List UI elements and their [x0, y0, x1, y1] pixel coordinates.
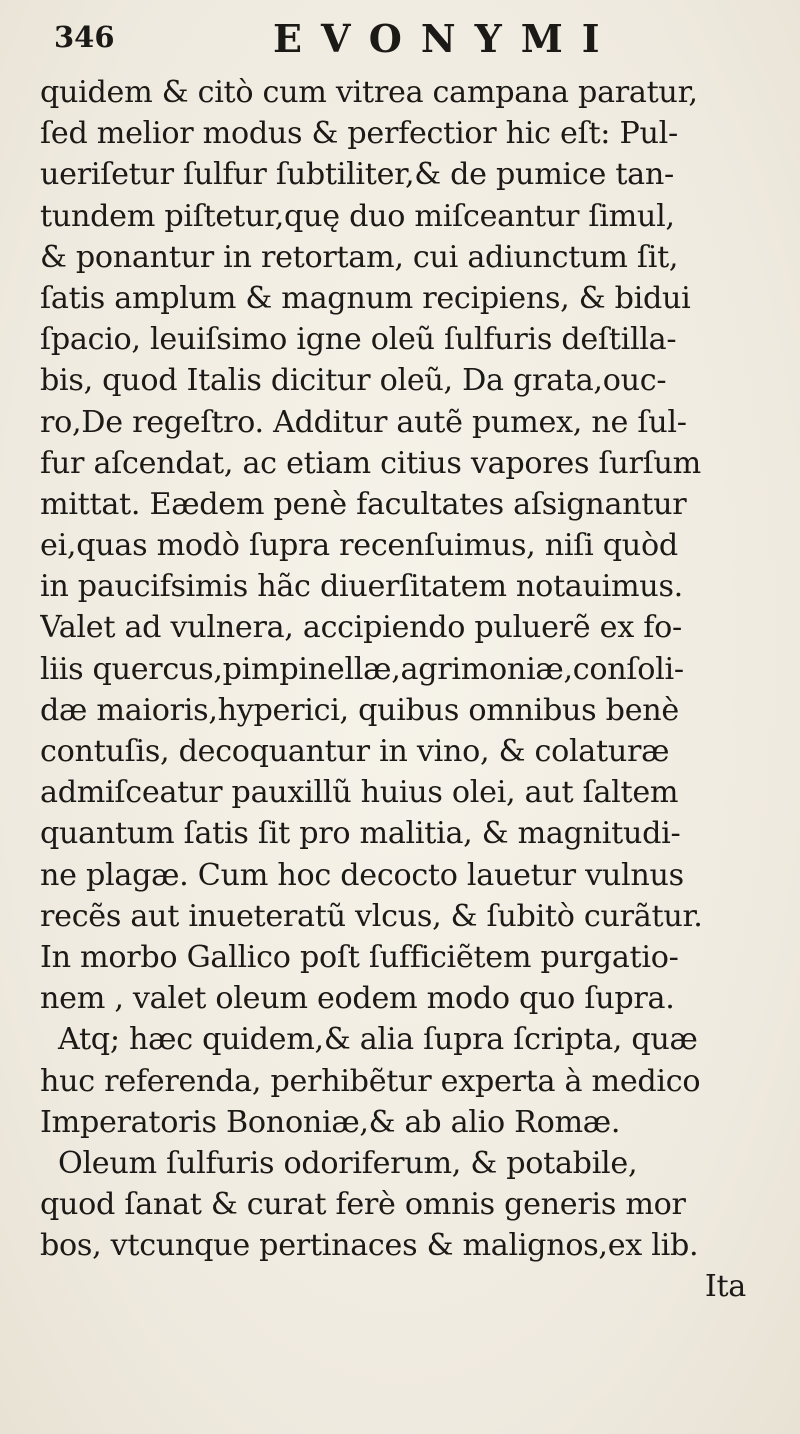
text-line: mittat. Eædem penè facultates aſsignantur: [40, 486, 687, 522]
text-line: ne plagæ. Cum hoc decocto lauetur vulnus: [40, 857, 684, 893]
text-line: bis, quod Italis dicitur oleũ, Da grata,ouc-: [40, 363, 667, 399]
text-line: ei,quas modò ſupra recenſuimus, niſi quòd: [40, 528, 678, 564]
text-line: recẽs aut inueteratũ vlcus, & ſubitò curãtur.: [40, 898, 703, 934]
text-line: & ponantur in retortam, cui adiunctum ſit,: [40, 239, 679, 275]
text-line: Oleum ſulfuris odoriferum, & potabile,: [58, 1145, 638, 1181]
text-line: ro,De regeſtro. Additur autẽ pumex, ne ſul-: [40, 404, 687, 440]
text-line: In morbo Gallico poſt ſufficiẽtem purgatio-: [40, 939, 679, 975]
catchword: Ita: [704, 1269, 746, 1305]
text-line: Valet ad vulnera, accipiendo puluerẽ ex fo-: [40, 610, 682, 646]
text-line: liis quercus,pimpinellæ,agrimoniæ,conſoli-: [40, 651, 684, 687]
text-line: bos, vtcunque pertinaces & malignos,ex lib.: [40, 1228, 699, 1264]
text-line: Imperatoris Bononiæ,& ab alio Romæ.: [40, 1104, 621, 1140]
text-line: ſpacio, leuiſsimo igne oleũ ſulfuris deſtilla-: [40, 322, 677, 358]
text-line: fur aſcendat, ac etiam citius vapores ſurſum: [40, 445, 701, 481]
page-number: 346: [54, 20, 115, 54]
body-text: [40, 72, 776, 1308]
text-line: quod ſanat & curat ferè omnis generis mor: [40, 1187, 686, 1223]
running-title: EVONYMI: [273, 16, 619, 61]
text-line: Atq; hæc quidem,& alia ſupra ſcripta, quæ: [58, 1022, 698, 1058]
text-line: quidem & citò cum vitrea campana paratur,: [40, 75, 698, 110]
text-line: ſed melior modus & perfectior hic eſt: Pul-: [40, 116, 678, 152]
running-head: [46, 12, 776, 66]
text-line: admiſceatur pauxillũ huius olei, aut ſaltem: [40, 775, 679, 811]
text-line: tundem piſtetur,quę duo miſceantur ſimul,: [40, 198, 675, 234]
text-line: quantum ſatis ſit pro malitia, & magnitudi-: [40, 816, 681, 852]
text-line: contuſis, decoquantur in vino, & colaturæ: [40, 734, 670, 769]
text-line: ſatis amplum & magnum recipiens, & bidui: [40, 280, 691, 316]
text-line: dæ maioris,hyperici, quibus omnibus benè: [40, 692, 679, 728]
text-line: ueriſetur ſulfur ſubtiliter,& de pumice tan-: [40, 157, 674, 193]
text-line: in paucifsimis hãc diuerſitatem notauimus.: [40, 569, 683, 605]
text-line: huc referenda, perhibẽtur experta à medico: [40, 1063, 701, 1099]
text-line: nem , valet oleum eodem modo quo ſupra.: [40, 981, 675, 1017]
